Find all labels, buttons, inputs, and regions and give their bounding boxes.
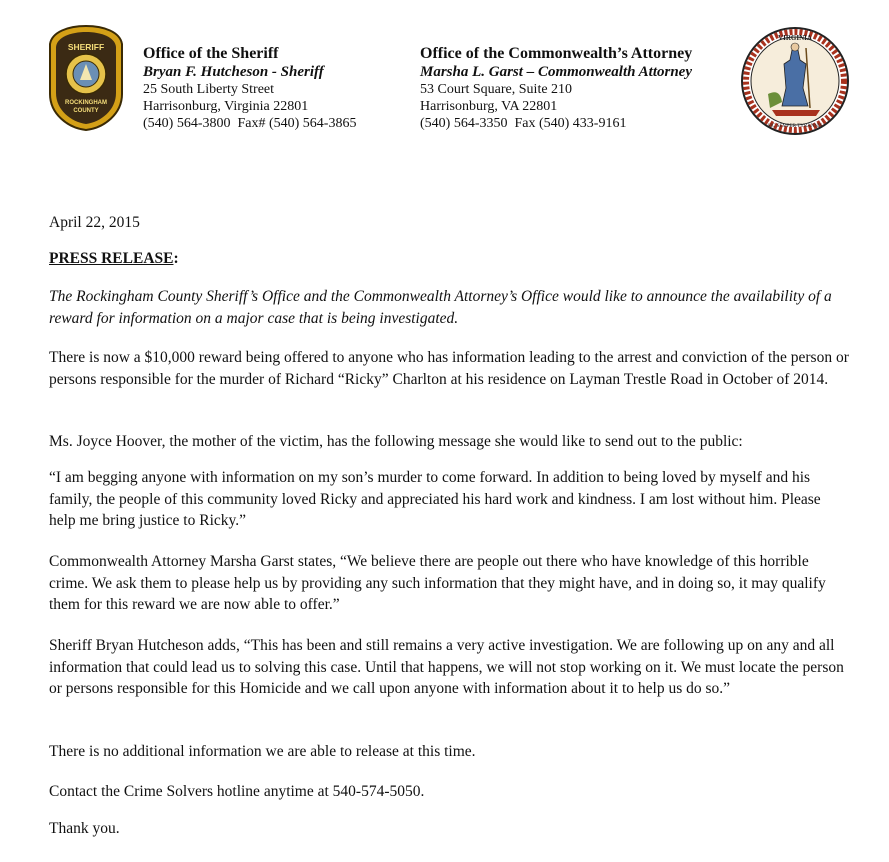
sheriff-address-line2: Harrisonburg, Virginia 22801 <box>143 99 309 114</box>
svg-text:COUNTY: COUNTY <box>73 108 99 114</box>
virginia-seal-logo <box>740 26 850 136</box>
svg-text:SIC SEMPER TYRANNIS: SIC SEMPER TYRANNIS <box>767 124 823 129</box>
svg-text:SHERIFF: SHERIFF <box>67 42 105 52</box>
sheriff-badge-logo <box>46 24 126 132</box>
press-release-colon: : <box>173 250 179 267</box>
press-release-title: PRESS RELEASE <box>49 250 174 267</box>
closing-paragraph: Thank you. <box>49 820 120 837</box>
svg-text:VIRGINIA: VIRGINIA <box>778 34 812 42</box>
press-release-heading <box>49 248 849 270</box>
attorney-address-line2: Harrisonburg, VA 22801 <box>420 99 558 114</box>
sheriff-address-line1: 25 South Liberty Street <box>143 82 275 97</box>
mother-message-intro: Ms. Joyce Hoover, the mother of the victim, has the following message she would like to send out to the public: <box>49 433 743 450</box>
attorney-statement-paragraph: Commonwealth Attorney Marsha Garst states, “We believe there are people out there who have knowledge of this horrible crime. We ask them to please help us by providing any such information that they might have, and in doing so, it may qualify them for this reward we are now able to offer.” <box>49 553 826 613</box>
attorney-address-line1: 53 Court Square, Suite 210 <box>420 82 573 97</box>
attorney-name: Marsha L. Garst – Commonwealth Attorney <box>420 64 692 80</box>
release-date: April 22, 2015 <box>49 214 140 231</box>
reward-paragraph: There is now a $10,000 reward being offered to anyone who has information leading to the arrest and conviction of the person or persons responsible for the murder of Richard “Ricky” Charlton at his residence on Layman Trestle Road in October of 2014. <box>49 349 849 388</box>
sheriff-office-title: Office of the Sheriff <box>143 45 279 62</box>
svg-text:ROCKINGHAM: ROCKINGHAM <box>65 100 107 106</box>
attorney-office-title: Office of the Commonwealth’s Attorney <box>420 45 693 62</box>
hotline-paragraph: Contact the Crime Solvers hotline anytime at 540-574-5050. <box>49 783 425 800</box>
attorney-phone: (540) 564-3350 Fax (540) 433-9161 <box>420 116 627 131</box>
sheriff-phone: (540) 564-3800 Fax# (540) 564-3865 <box>143 116 357 131</box>
sheriff-statement-paragraph: Sheriff Bryan Hutcheson adds, “This has been and still remains a very active investigation. We are following up on any and all information that could lead us to solving this case. Until that happens, we will not stop working on it. We must locate the person or persons responsible for this Homicide and we call upon anyone with information about it to help us do so.” <box>49 637 844 697</box>
mother-quote-paragraph: “I am begging anyone with information on my son’s murder to come forward. In addition to being loved by myself and his family, the people of this community loved Ricky and appreciated his hard work and kindness. I am lost without him. Please help me bring justice to Ricky.” <box>49 469 821 529</box>
no-additional-info-paragraph: There is no additional information we are able to release at this time. <box>49 743 476 760</box>
attorney-office-header <box>420 44 692 132</box>
sheriff-name: Bryan F. Hutcheson - Sheriff <box>143 64 324 80</box>
intro-paragraph: The Rockingham County Sheriff’s Office and the Commonwealth Attorney’s Office would like to announce the availability of a reward for information on a major case that is being investigated. <box>49 288 832 327</box>
sheriff-office-header <box>143 44 356 132</box>
